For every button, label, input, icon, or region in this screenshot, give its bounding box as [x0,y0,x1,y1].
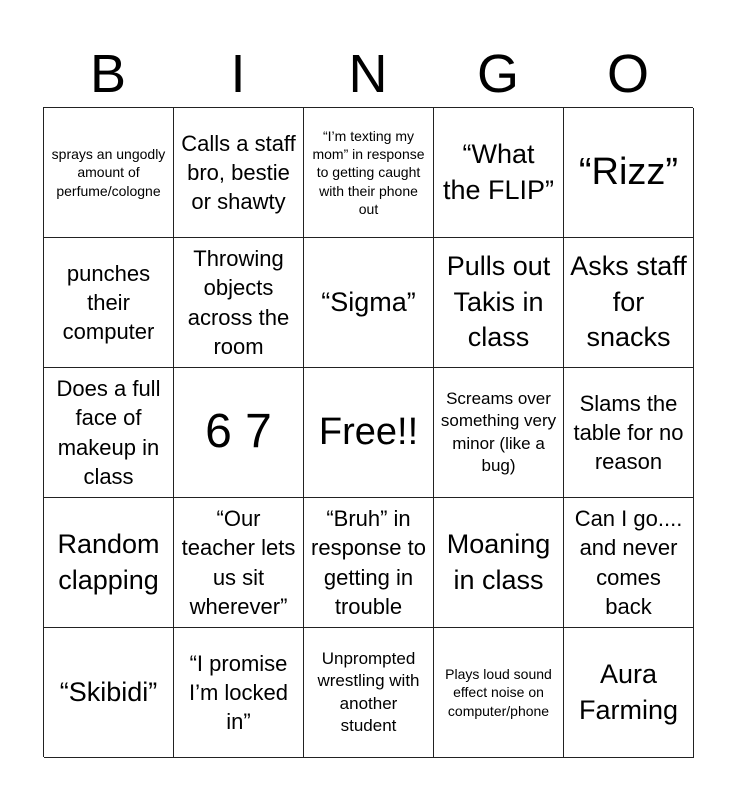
cell-text: “Bruh” in response to getting in trouble [311,506,426,619]
cell-text: Pulls out Takis in class [446,251,551,353]
bingo-cell[interactable] [434,108,564,238]
bingo-cell[interactable] [304,108,434,238]
bingo-cell[interactable] [44,238,174,368]
cell-text: “What the FLIP” [442,138,555,205]
bingo-cell[interactable] [434,628,564,758]
bingo-cell[interactable] [174,108,304,238]
cell-text: Does a full face of makeup in class [56,376,161,489]
cell-text: “I’m texting my mom” in response to getting caught with their phone out [312,128,425,217]
header-letter-b: B [89,44,127,104]
bingo-cell[interactable] [434,498,564,628]
bingo-header [43,44,693,104]
cell-text: Free!! [318,410,419,453]
cell-text: “I promise I’m locked in” [188,650,289,735]
header-letter-g: G [476,44,519,104]
bingo-cell[interactable] [564,238,694,368]
cell-text: Slams the table for no reason [573,390,684,475]
cell-text: Screams over something very minor (like a bug) [440,389,557,475]
cell-text: “Skibidi” [59,676,158,707]
free-space-cell[interactable] [304,368,434,498]
bingo-cell[interactable] [174,238,304,368]
bingo-cell[interactable] [434,238,564,368]
bingo-cell[interactable] [434,368,564,498]
bingo-cell[interactable] [44,498,174,628]
bingo-cell[interactable] [304,238,434,368]
bingo-cell[interactable] [174,368,304,498]
cell-text: sprays an ungodly amount of perfume/cologne [51,146,166,199]
cell-text: Plays loud sound effect noise on computer/phone [445,666,552,719]
bingo-cell[interactable] [564,628,694,758]
bingo-grid [43,107,693,757]
bingo-cell[interactable] [564,498,694,628]
cell-text: Moaning in class [446,528,551,595]
bingo-cell[interactable] [304,628,434,758]
cell-text: punches their computer [62,260,155,345]
cell-text: Unprompted wrestling with another student [317,649,420,735]
bingo-cell[interactable] [564,368,694,498]
cell-text: Can I go.... and never comes back [574,506,683,619]
bingo-cell[interactable] [174,628,304,758]
cell-text: Aura Farming [578,658,679,725]
bingo-cell[interactable] [44,368,174,498]
header-letter-n: N [348,44,388,104]
header-letter-i: I [230,44,246,104]
cell-text: “Rizz” [578,150,679,193]
cell-text: Random clapping [57,528,160,595]
cell-text: Asks staff for snacks [570,251,687,353]
cell-text: 6 7 [205,405,272,459]
bingo-cell[interactable] [44,108,174,238]
bingo-cell[interactable] [44,628,174,758]
header-letter-o: O [606,44,649,104]
bingo-cell[interactable] [564,108,694,238]
cell-text: Throwing objects across the room [187,246,290,359]
bingo-cell[interactable] [174,498,304,628]
cell-text: Calls a staff bro, bestie or shawty [181,130,296,215]
bingo-cell[interactable] [304,498,434,628]
cell-text: “Our teacher lets us sit wherever” [181,506,296,619]
cell-text: “Sigma” [321,286,416,317]
